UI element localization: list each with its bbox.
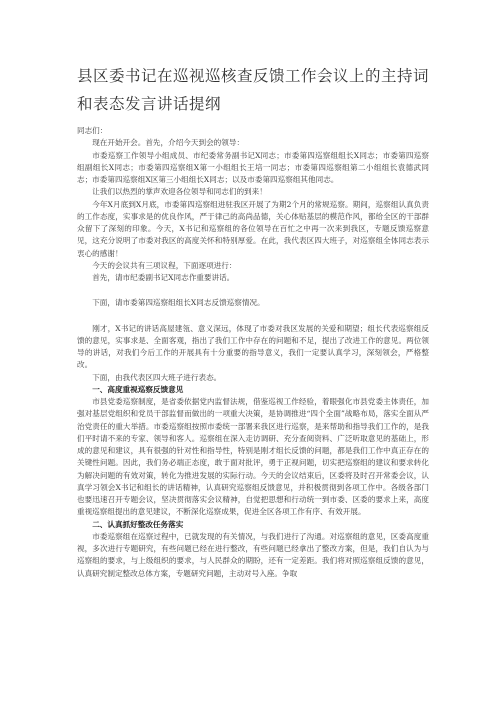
body-paragraph: 市委巡察工作领导小组成员、市纪委常务副书记X同志；市委第四巡察组组长X同志；市委第四巡察组副组长X同志；市委第四巡察组X第一小组组长王培一同志；市委第四巡察组第二小组组长袁德武同志；市委第四巡察组X区第三小组组长X同志；以及市委第四巡察组其他同志。 xyxy=(77,150,429,184)
section-heading: 二、认真抓好整改任务落实 xyxy=(92,519,184,529)
section-heading: 一、高度重视巡察反馈意见 xyxy=(92,384,184,394)
body-paragraph: 市委巡察组在巡察过程中，已就发现的有关情况，与我们进行了沟通。对巡察组的意见，区委高度重视，多次进行专题研究，有些问题已经在进行整改，有些问题已经拿出了整改方案，但是，我们自认为与巡察组的要求，与上级组织的要求，与人民群众的期盼，还有一定差距。我们将对照巡察组反馈的意见，认真研究制定整改总体方案，专题研究问题，主动对号入座。争取 xyxy=(77,531,429,578)
body-paragraph: 刚才，X书记的讲话高屋建瓴、意义深远，体现了市委对我区发展的关爱和期望；组长代表巡察组反馈的意见，实事求是、全面客观，指出了我们工作中存在的问题和不足，提出了改进工作的意见。两位领导的讲话，对我们今后工作的开展具有十分重要的指导意义，我们一定要认真学习，深刻领会，严格整改。 xyxy=(77,323,429,370)
body-paragraph: 市县党委巡察制度，是省委依据党内监督法规，借鉴巡视工作经验，着眼强化市县党委主体责任，加强对基层党组织和党员干部监督而做出的一项重大决策，是协调推进“四个全面”战略布局，落实全面从严治党责任的重大举措。市委巡察组按照市委统一部署来我区进行巡察，是来帮助和指导我们工作的，是我们平时请不来的专家、领导和客人。巡察组在深入走访调研、充分查阅资料、广泛听取意见的基础上，形成的意见和建议，具有很强的针对性和指导性，特别是刚才组长反馈的问题，都是我们工作中真正存在的关键性问题。因此，我们务必端正态度，敢于面对批评，勇于正视问题，切实把巡察组的建议和要求转化为解决问题的有效对策，转化为推进发展的实际行动。今天的会议结束后，区委将及时召开常委会议，认真学习领会X书记和组长的讲话精神，认真研究巡察组反馈意见，并积极贯彻到各项工作中。各级各部门也要迅速召开专题会议，坚决贯彻落实会议精神，自觉把思想和行动统一到市委、区委的要求上来，高度重视巡察组提出的意见建议，不断深化巡察成果，促进全区各项工作有序、有效开展。 xyxy=(77,397,429,517)
body-paragraph: 同志们： xyxy=(77,126,108,135)
document-body xyxy=(77,125,429,580)
body-paragraph: 下面，请市委第四巡察组组长X同志反馈巡察情况。 xyxy=(92,298,265,308)
body-paragraph: 让我们以热烈的掌声欢迎各位领导和同志们的到来！ xyxy=(92,187,267,197)
body-paragraph: 首先，请市纪委副书记X同志作重要讲话。 xyxy=(92,273,235,282)
body-paragraph: 现在开始开会。首先，介绍今天到会的领导： xyxy=(92,138,245,148)
body-paragraph: 今天的会议共有三项议程，下面逐项进行： xyxy=(92,260,237,270)
document-title: 县区委书记在巡视巡核查反馈工作会议上的主持词和表态发言讲话提纲 xyxy=(77,67,430,113)
body-paragraph: 下面，由我代表区四大班子进行表态。 xyxy=(92,372,222,382)
body-paragraph: 今年X月底到X月底，市委第四巡察组进驻我区开展了为期2个月的常规巡察。期间，巡察组认真负责的工作态度，实事求是的优良作风，严于律己的高尚品德，关心体贴基层的模范作风，都给全区的干部群众留下了深刻的印象。今天，X书记和巡察组的各位领导在百忙之中再一次来到我区，专题反馈巡察意见，这充分说明了市委对我区的高度关怀和特别厚爱。在此，我代表区四大班子，对巡察组全体同志表示衷心的感谢！ xyxy=(77,199,429,258)
